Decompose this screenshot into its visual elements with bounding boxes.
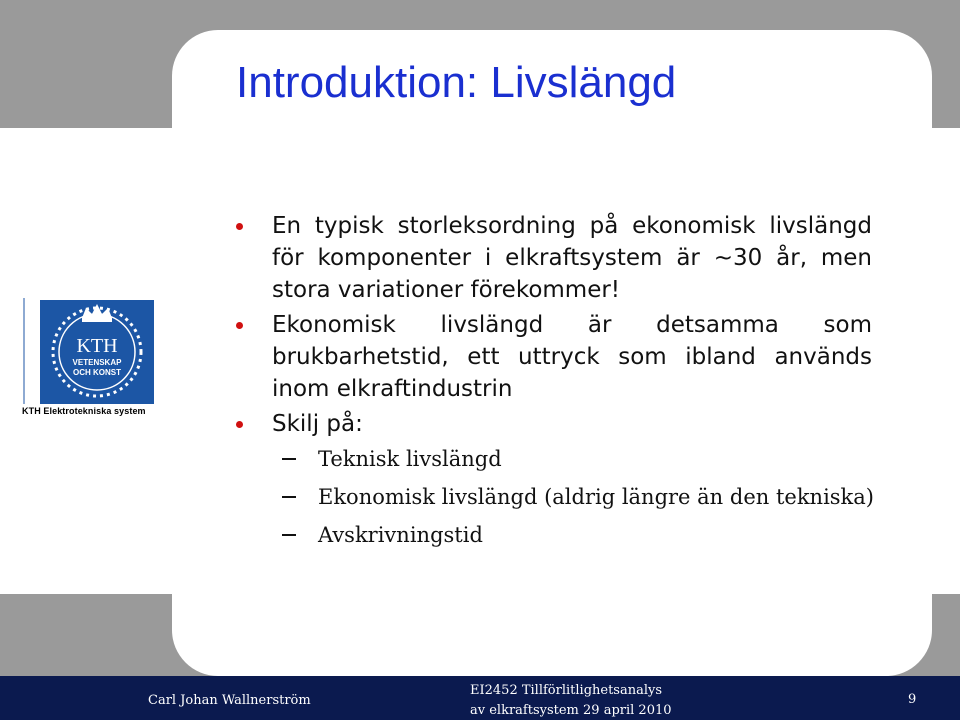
kth-logo	[22, 298, 154, 418]
bullet-text: Skilj på:	[272, 411, 363, 437]
footer-course	[470, 681, 670, 721]
bullet-item	[236, 210, 872, 306]
logo-caption: KTH Elektrotekniska system	[22, 406, 146, 416]
footer-course-line-1: EI2452 Tillförlitlighetsanalys	[470, 683, 663, 698]
bullet-item	[236, 309, 872, 405]
bullet-dot-icon	[236, 322, 243, 329]
dash-icon	[282, 496, 296, 498]
sub-bullet-item	[236, 440, 872, 478]
logo-text-2: VETENSKAP	[72, 358, 122, 367]
kth-emblem-icon	[22, 298, 154, 406]
dash-icon	[282, 458, 296, 460]
footer-course-line-2: av elkraftsystem 29 april 2010	[470, 703, 672, 718]
logo-text-3: OCH KONST	[73, 368, 121, 377]
bullet-dot-icon	[236, 223, 243, 230]
logo-text-1: KTH	[76, 335, 118, 357]
sub-bullet-item	[236, 478, 872, 516]
slide-content	[236, 210, 872, 554]
footer-author: Carl Johan Wallnerström	[148, 693, 311, 708]
dash-icon	[282, 534, 296, 536]
bullet-text: En typisk storleksordning på ekonomisk livslängd för komponenter i elkraftsystem är ~30 år, men stora variationer förekommer!	[272, 213, 872, 303]
bullet-item	[236, 408, 872, 440]
sub-bullet-text: Avskrivningstid	[318, 523, 483, 547]
sub-bullet-text: Ekonomisk livslängd (aldrig längre än den tekniska)	[318, 485, 874, 509]
bullet-text: Ekonomisk livslängd är detsamma som brukbarhetstid, ett uttryck som ibland används inom elkraftindustrin	[272, 312, 872, 402]
sub-bullet-text: Teknisk livslängd	[318, 447, 502, 471]
sub-bullet-item	[236, 516, 872, 554]
slide-title: Introduktion: Livslängd	[236, 58, 677, 107]
page-number: 9	[908, 692, 917, 707]
bullet-dot-icon	[236, 421, 243, 428]
